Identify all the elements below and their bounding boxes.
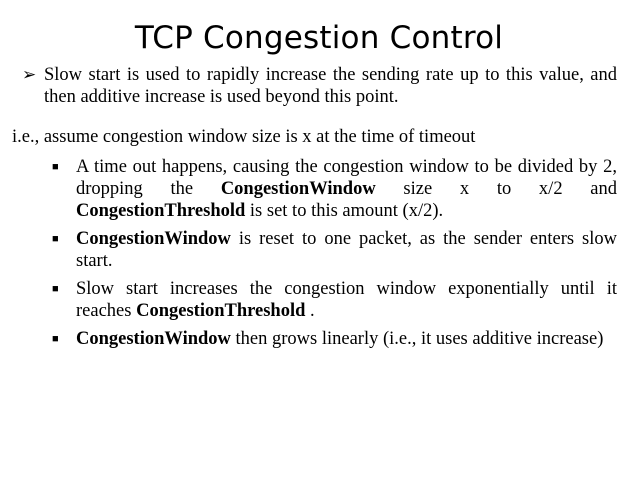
text-segment: is reset to one packet, as the sender enters slow start.: [76, 229, 617, 271]
slide-title: TCP Congestion Control: [134, 20, 504, 56]
term-congestion-window: CongestionWindow: [220, 179, 376, 199]
list-item: [52, 328, 617, 350]
term-congestion-window: CongestionWindow: [76, 329, 231, 349]
term-congestion-threshold: CongestionThreshold: [76, 201, 246, 221]
main-bullet: [22, 64, 617, 108]
square-bullet-icon: ■: [52, 283, 59, 295]
list-item: [52, 156, 617, 222]
text-segment: is set to this amount (x/2).: [245, 201, 444, 221]
text-segment: size x to x/2 and: [375, 179, 617, 199]
text-segment: then grows linearly (i.e., it uses additive increase): [230, 329, 604, 349]
timeout-assumption-line: i.e., assume congestion window size is x at the time of timeout: [12, 127, 476, 147]
square-bullet-icon: ■: [52, 161, 59, 173]
text-segment: Slow start increases the congestion window exponentially until it reaches: [76, 279, 617, 321]
text-segment: A time out happens, causing the congestion window to be divided by 2, dropping the: [76, 157, 617, 199]
list-item: [52, 228, 617, 272]
text-segment: .: [305, 301, 315, 321]
list-item-text: [76, 228, 617, 272]
term-congestion-window: CongestionWindow: [76, 229, 231, 249]
list-item-text: [76, 328, 617, 350]
arrow-bullet-icon: ➢: [22, 65, 37, 84]
term-congestion-threshold: CongestionThreshold: [136, 301, 306, 321]
square-bullet-icon: ■: [52, 233, 59, 245]
list-item-text: [76, 156, 617, 222]
square-bullet-icon: ■: [52, 333, 59, 345]
sub-bullet-list: [52, 156, 617, 356]
list-item-text: [76, 278, 617, 322]
main-bullet-text: Slow start is used to rapidly increase the sending rate up to this value, and then additive increase is used beyond this point.: [44, 65, 617, 107]
list-item: [52, 278, 617, 322]
